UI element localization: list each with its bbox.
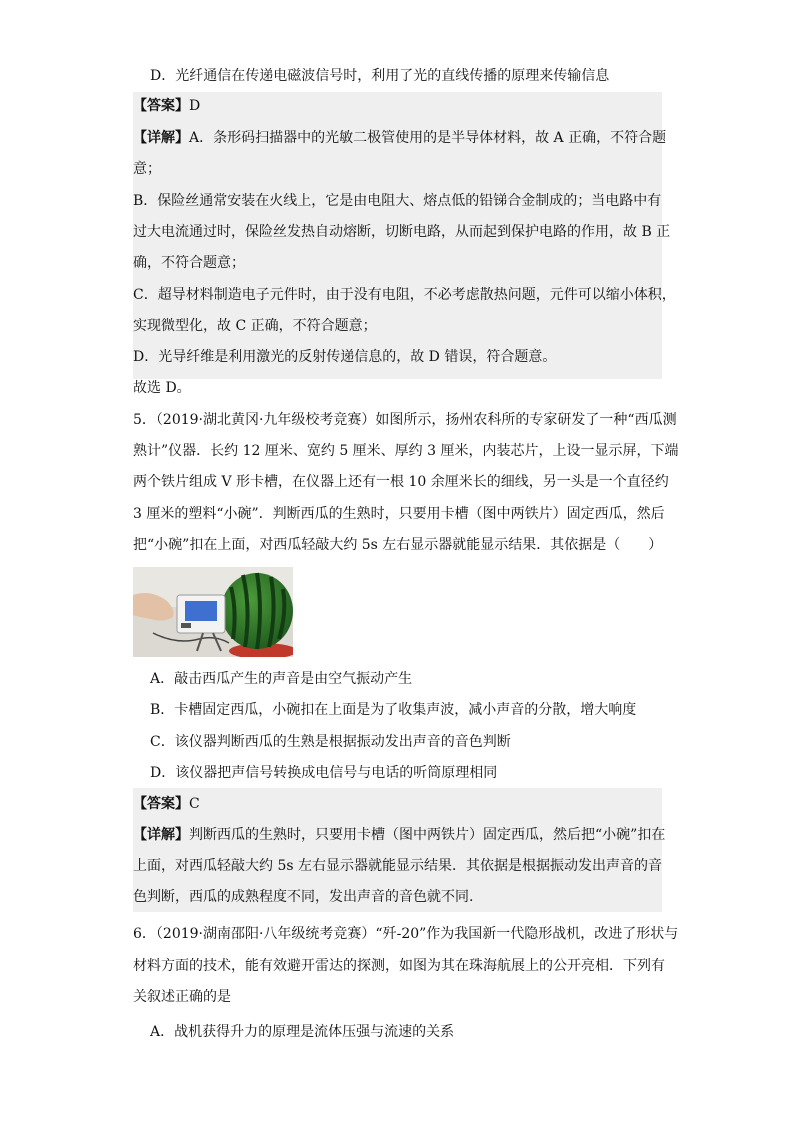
q5-option-b: B．卡槽固定西瓜，小碗扣在上面是为了收集声波，减小声音的分散，增大响度 <box>150 702 637 718</box>
answer-value: D <box>189 98 201 114</box>
q5-stem-line: 把“小碗”扣在上面，对西瓜轻敲大约 5s 左右显示器就能显示结果．其依据是（ ） <box>133 537 663 553</box>
q4-detail-line: D．光导纤维是利用激光的反射传递信息的，故 D 错误，符合题意。 <box>133 349 557 365</box>
q5-answer <box>133 794 200 814</box>
q5-stem-line: 5．（2019·湖北黄冈·九年级校考竞赛）如图所示，扬州农科所的专家研发了一种“西瓜测 <box>133 412 677 428</box>
q5-stem-line: 两个铁片组成 V 形卡槽，在仪器上还有一根 10 余厘米长的细线，另一头是一个直径约 <box>133 474 669 490</box>
q4-detail-line: B．保险丝通常安装在火线上，它是由电阻大、熔点低的铅锑合金制成的；当电路中有 <box>133 193 662 209</box>
detail-label: 【详解】 <box>133 130 189 146</box>
answer-label: 【答案】 <box>133 796 189 812</box>
q4-option-d: D．光纤通信在传递电磁波信号时，利用了光的直线传播的原理来传输信息 <box>150 68 610 84</box>
q5-stem-line: 3 厘米的塑料“小碗”．判断西瓜的生熟时，只要用卡槽（图中两铁片）固定西瓜，然后 <box>133 506 665 522</box>
q5-detail-line: 上面，对西瓜轻敲大约 5s 左右显示器就能显示结果．其依据是根据振动发出声音的音 <box>133 858 662 874</box>
q5-option-c: C．该仪器判断西瓜的生熟是根据振动发出声音的音色判断 <box>150 734 511 750</box>
q4-detail-line: 意； <box>133 161 161 177</box>
q5-option-d: D．该仪器把声信号转换成电信号与电话的听筒原理相同 <box>150 765 498 781</box>
detail-label: 【详解】 <box>133 827 189 843</box>
q4-detail-line: 过大电流通过时，保险丝发热自动熔断，切断电路，从而起到保护电路的作用，故 B 正 <box>133 224 671 240</box>
q6-stem-line: 6．（2019·湖南邵阳·八年级统考竞赛）“歼-20”作为我国新一代隐形战机，改进了形状与 <box>133 926 679 942</box>
q6-stem-line: 关叙述正确的是 <box>133 989 231 1005</box>
q6-option-a: A．战机获得升力的原理是流体压强与流速的关系 <box>150 1024 455 1040</box>
q4-detail-line: 故选 D。 <box>133 380 191 396</box>
q6-stem-line: 材料方面的技术，能有效避开雷达的探测，如图为其在珠海航展上的公开亮相．下列有 <box>133 958 665 974</box>
q4-answer <box>133 96 200 116</box>
answer-value: C <box>189 796 200 812</box>
q5-detail-line: 色判断，西瓜的成熟程度不同，发出声音的音色就不同. <box>133 889 474 905</box>
q5-detail-line: 【详解】判断西瓜的生熟时，只要用卡槽（图中两铁片）固定西瓜，然后把“小碗”扣在 <box>133 827 666 843</box>
q4-detail-line: 实现微型化，故 C 正确，不符合题意； <box>133 318 377 334</box>
q5-stem-line: 熟计”仪器．长约 12 厘米、宽约 5 厘米、厚约 3 厘米，内装芯片，上设一显示屏，下端 <box>133 443 679 459</box>
watermelon-meter-photo <box>133 567 293 657</box>
q4-detail-line: 确，不符合题意； <box>133 255 245 271</box>
answer-label: 【答案】 <box>133 98 189 114</box>
q4-detail-line: C．超导材料制造电子元件时，由于没有电阻，不必考虑散热问题，元件可以缩小体积， <box>133 287 676 303</box>
q5-option-a: A．敲击西瓜产生的声音是由空气振动产生 <box>150 671 413 687</box>
q4-detail-line: 【详解】A．条形码扫描器中的光敏二极管使用的是半导体材料，故 A 正确，不符合题 <box>133 130 667 146</box>
